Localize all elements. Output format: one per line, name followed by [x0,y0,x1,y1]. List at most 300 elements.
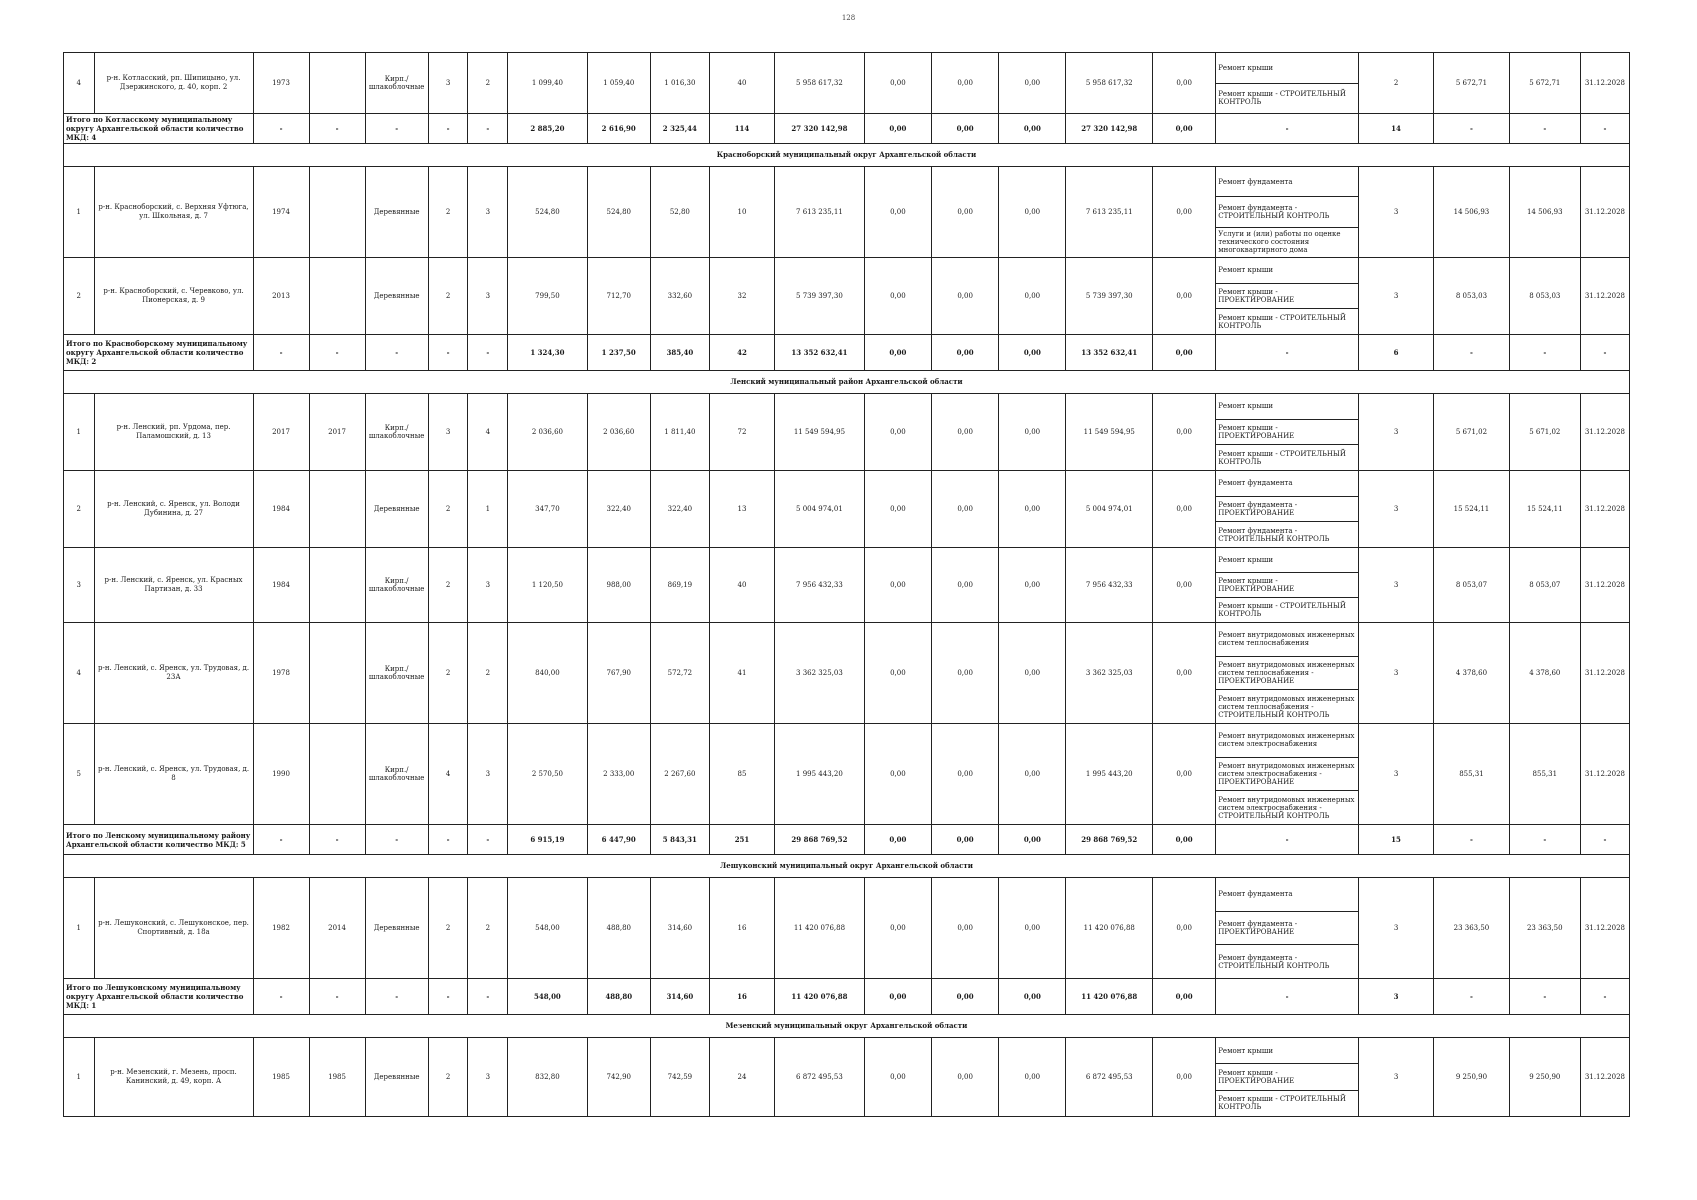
cell-year-built: 1985 [253,1038,309,1117]
work-item: Ремонт внутридомовых инженерных систем теплоснабжения - СТРОИТЕЛЬНЫЙ КОНТРОЛЬ [1218,694,1355,719]
cell-address: р-н. Мезенский, г. Мезень, просп. Канинский, д. 49, корп. А [94,1038,253,1117]
overhaul-plan-table [63,52,1630,1117]
cell-fund-owners: 3 362 325,03 [1066,623,1153,724]
cell-fund-owners: 5 958 617,32 [1066,53,1153,114]
cell-area-premises: 712,70 [587,258,650,335]
cell-fund-reg: 0,00 [932,724,999,825]
cell-floors: 2 [428,258,468,335]
dash-cell: - [1434,979,1509,1015]
cell-floors: 3 [428,53,468,114]
total-residents: 42 [709,335,774,371]
work-item: Ремонт внутридомовых инженерных систем электроснабжения [1216,724,1358,758]
cell-year-overhaul [309,258,365,335]
section-header-row [64,855,1630,878]
cell-unit-cost: 8 053,03 [1434,258,1509,335]
cell-address: р-н. Ленский, с. Яренск, ул. Трудовая, д. 8 [94,724,253,825]
cell-fund-fed: 0,00 [864,548,931,623]
dash-cell: - [309,335,365,371]
cell-area-total: 840,00 [508,623,587,724]
dash-cell: - [309,825,365,855]
total-row [64,979,1630,1015]
cell-max-unit-cost: 23 363,50 [1509,878,1580,979]
cell-max-unit-cost: 14 506,93 [1509,167,1580,258]
total-area-residential: 314,60 [650,979,709,1015]
cell-area-premises: 742,90 [587,1038,650,1117]
cell-deadline: 31.12.2028 [1580,258,1629,335]
dash-cell: - [309,979,365,1015]
dash-cell: - [1580,114,1629,144]
cell-fund-owners: 5 004 974,01 [1066,471,1153,548]
dash-cell: - [428,335,468,371]
work-item: Ремонт крыши - ПРОЕКТИРОВАНИЕ [1216,1064,1358,1090]
total-cost-total: 11 420 076,88 [775,979,865,1015]
cell-year-overhaul [309,167,365,258]
total-fund-owners: 29 868 769,52 [1066,825,1153,855]
total-fund-fed: 0,00 [864,335,931,371]
total-area-residential: 385,40 [650,335,709,371]
section-title: Лешуконский муниципальный округ Архангельской области [64,855,1630,878]
cell-cost-total: 11 420 076,88 [775,878,865,979]
cell-residents: 32 [709,258,774,335]
cell-num: 1 [64,878,95,979]
total-fund-reg: 0,00 [932,979,999,1015]
cell-fund-fed: 0,00 [864,167,931,258]
cell-address: р-н. Красноборский, с. Верхняя Уфтюга, ул. Школьная, д. 7 [94,167,253,258]
works-cell [1216,53,1359,114]
cell-fund-local: 0,00 [999,548,1066,623]
cell-deadline: 31.12.2028 [1580,167,1629,258]
cell-deadline: 31.12.2028 [1580,878,1629,979]
total-fund-owners: 27 320 142,98 [1066,114,1153,144]
cell-fund-other: 0,00 [1153,623,1216,724]
cell-unit-cost: 14 506,93 [1434,167,1509,258]
cell-entrances: 3 [468,258,508,335]
cell-floors: 2 [428,167,468,258]
work-item: Ремонт фундамента - СТРОИТЕЛЬНЫЙ КОНТРОЛЬ [1218,526,1330,543]
total-area-total: 1 324,30 [508,335,587,371]
cell-residents: 41 [709,623,774,724]
cell-work-count: 3 [1358,623,1433,724]
dash-cell: - [253,979,309,1015]
cell-fund-owners: 5 739 397,30 [1066,258,1153,335]
total-fund-owners: 11 420 076,88 [1066,979,1153,1015]
cell-fund-reg: 0,00 [932,53,999,114]
total-cost-total: 29 868 769,52 [775,825,865,855]
dash-cell: - [1580,335,1629,371]
cell-deadline: 31.12.2028 [1580,1038,1629,1117]
cell-cost-total: 1 995 443,20 [775,724,865,825]
cell-fund-other: 0,00 [1153,258,1216,335]
cell-residents: 24 [709,1038,774,1117]
cell-year-overhaul: 2014 [309,878,365,979]
cell-work-count: 3 [1358,724,1433,825]
dash-cell: - [1509,335,1580,371]
cell-deadline: 31.12.2028 [1580,623,1629,724]
works-list [1216,53,1358,113]
cell-residents: 72 [709,394,774,471]
cell-num: 5 [64,724,95,825]
cell-wall: Деревянные [365,258,428,335]
cell-fund-fed: 0,00 [864,1038,931,1117]
cell-year-built: 1984 [253,471,309,548]
works-list [1216,623,1358,723]
cell-work-count: 3 [1358,1038,1433,1117]
cell-num: 2 [64,471,95,548]
works-cell [1216,724,1359,825]
cell-fund-reg: 0,00 [932,623,999,724]
cell-unit-cost: 9 250,90 [1434,1038,1509,1117]
total-area-premises: 1 237,50 [587,335,650,371]
table-body [64,53,1630,1117]
cell-fund-other: 0,00 [1153,53,1216,114]
dash-cell: - [365,335,428,371]
work-item: Ремонт внутридомовых инженерных систем электроснабжения - ПРОЕКТИРОВАНИЕ [1216,758,1358,792]
cell-year-built: 2013 [253,258,309,335]
total-fund-fed: 0,00 [864,114,931,144]
cell-residents: 10 [709,167,774,258]
cell-floors: 2 [428,1038,468,1117]
cell-area-residential: 2 267,60 [650,724,709,825]
cell-area-premises: 524,80 [587,167,650,258]
dash-cell: - [309,114,365,144]
cell-wall: Деревянные [365,878,428,979]
cell-max-unit-cost: 855,31 [1509,724,1580,825]
dash-cell: - [1580,825,1629,855]
cell-area-total: 548,00 [508,878,587,979]
cell-fund-owners: 7 956 432,33 [1066,548,1153,623]
cell-unit-cost: 23 363,50 [1434,878,1509,979]
cell-deadline: 31.12.2028 [1580,724,1629,825]
cell-wall: Деревянные [365,471,428,548]
dash-cell: - [1580,979,1629,1015]
total-fund-local: 0,00 [999,979,1066,1015]
house-row [64,471,1630,548]
total-fund-other: 0,00 [1153,114,1216,144]
cell-cost-total: 5 958 617,32 [775,53,865,114]
dash-cell: - [365,979,428,1015]
total-area-total: 548,00 [508,979,587,1015]
cell-entrances: 3 [468,1038,508,1117]
cell-unit-cost: 15 524,11 [1434,471,1509,548]
house-row [64,1038,1630,1117]
dash-cell: - [1434,825,1509,855]
work-item: Ремонт крыши - СТРОИТЕЛЬНЫЙ КОНТРОЛЬ [1218,449,1346,466]
total-fund-other: 0,00 [1153,825,1216,855]
cell-fund-local: 0,00 [999,724,1066,825]
work-item: Ремонт фундамента - СТРОИТЕЛЬНЫЙ КОНТРОЛЬ [1216,197,1358,227]
cell-unit-cost: 855,31 [1434,724,1509,825]
work-item: Ремонт крыши [1216,258,1358,284]
work-item: Ремонт внутридомовых инженерных систем электроснабжения - СТРОИТЕЛЬНЫЙ КОНТРОЛЬ [1218,795,1355,820]
cell-residents: 40 [709,53,774,114]
total-work-count: 14 [1358,114,1433,144]
cell-residents: 85 [709,724,774,825]
dash-cell: - [428,114,468,144]
total-area-premises: 6 447,90 [587,825,650,855]
works-cell [1216,471,1359,548]
cell-fund-fed: 0,00 [864,471,931,548]
cell-floors: 2 [428,471,468,548]
cell-fund-fed: 0,00 [864,258,931,335]
cell-fund-reg: 0,00 [932,1038,999,1117]
total-area-premises: 488,80 [587,979,650,1015]
cell-work-count: 3 [1358,258,1433,335]
cell-year-overhaul: 1985 [309,1038,365,1117]
total-work-count: 15 [1358,825,1433,855]
cell-max-unit-cost: 8 053,07 [1509,548,1580,623]
cell-address: р-н. Ленский, рп. Урдома, пер. Паламошский, д. 13 [94,394,253,471]
dash-cell: - [253,114,309,144]
cell-deadline: 31.12.2028 [1580,471,1629,548]
cell-residents: 13 [709,471,774,548]
cell-unit-cost: 5 671,02 [1434,394,1509,471]
cell-fund-owners: 1 995 443,20 [1066,724,1153,825]
cell-area-total: 1 099,40 [508,53,587,114]
cell-work-count: 3 [1358,471,1433,548]
cell-fund-fed: 0,00 [864,394,931,471]
works-list [1216,471,1358,547]
dash-cell: - [1434,335,1509,371]
cell-max-unit-cost: 5 672,71 [1509,53,1580,114]
cell-address: р-н. Ленский, с. Яренск, ул. Трудовая, д. 23А [94,623,253,724]
cell-wall: Кирп./ шлакоблочные [365,394,428,471]
cell-fund-reg: 0,00 [932,548,999,623]
dash-cell: - [468,979,508,1015]
work-item: Ремонт внутридомовых инженерных систем теплоснабжения - ПРОЕКТИРОВАНИЕ [1216,657,1358,691]
dash-cell: - [1509,114,1580,144]
works-cell [1216,167,1359,258]
cell-entrances: 2 [468,878,508,979]
works-list [1216,394,1358,470]
cell-address: р-н. Красноборский, с. Черевково, ул. Пионерская, д. 9 [94,258,253,335]
total-area-premises: 2 616,90 [587,114,650,144]
cell-address: р-н. Лешуконский, с. Лешуконское, пер. Спортивный, д. 18а [94,878,253,979]
total-label: Итого по Котласскому муниципальному округу Архангельской области количество МКД: 4 [64,114,254,144]
total-row [64,114,1630,144]
works-list [1216,548,1358,622]
cell-area-total: 2 036,60 [508,394,587,471]
total-area-residential: 5 843,31 [650,825,709,855]
cell-cost-total: 6 872 495,53 [775,1038,865,1117]
works-cell [1216,394,1359,471]
cell-fund-owners: 7 613 235,11 [1066,167,1153,258]
section-header-row [64,371,1630,394]
total-residents: 251 [709,825,774,855]
cell-area-total: 832,80 [508,1038,587,1117]
dash-cell: - [468,335,508,371]
works-cell [1216,1038,1359,1117]
total-fund-reg: 0,00 [932,114,999,144]
total-area-total: 6 915,19 [508,825,587,855]
cell-area-premises: 1 059,40 [587,53,650,114]
cell-entrances: 2 [468,623,508,724]
cell-floors: 2 [428,548,468,623]
cell-fund-reg: 0,00 [932,394,999,471]
cell-deadline: 31.12.2028 [1580,53,1629,114]
page-number: 128 [841,14,856,22]
cell-area-residential: 572,72 [650,623,709,724]
total-residents: 114 [709,114,774,144]
cell-area-residential: 1 811,40 [650,394,709,471]
dash-cell: - [1434,114,1509,144]
total-fund-local: 0,00 [999,114,1066,144]
cell-max-unit-cost: 4 378,60 [1509,623,1580,724]
dash-cell: - [1216,979,1359,1015]
cell-unit-cost: 8 053,07 [1434,548,1509,623]
total-work-count: 6 [1358,335,1433,371]
cell-cost-total: 7 613 235,11 [775,167,865,258]
cell-work-count: 3 [1358,394,1433,471]
cell-fund-fed: 0,00 [864,878,931,979]
dash-cell: - [253,335,309,371]
cell-max-unit-cost: 15 524,11 [1509,471,1580,548]
cell-fund-local: 0,00 [999,394,1066,471]
total-label: Итого по Лешуконскому муниципальному округу Архангельской области количество МКД: 1 [64,979,254,1015]
work-item: Ремонт крыши - СТРОИТЕЛЬНЫЙ КОНТРОЛЬ [1218,602,1346,618]
total-area-total: 2 885,20 [508,114,587,144]
cell-year-built: 1984 [253,548,309,623]
work-item: Ремонт фундамента [1216,471,1358,497]
total-fund-owners: 13 352 632,41 [1066,335,1153,371]
works-cell [1216,258,1359,335]
cell-unit-cost: 5 672,71 [1434,53,1509,114]
cell-entrances: 3 [468,167,508,258]
cell-year-overhaul [309,471,365,548]
cell-fund-local: 0,00 [999,258,1066,335]
cell-year-overhaul [309,53,365,114]
works-list [1216,878,1358,978]
work-item: Ремонт фундамента - ПРОЕКТИРОВАНИЕ [1216,912,1358,946]
cell-year-built: 1982 [253,878,309,979]
cell-area-residential: 322,40 [650,471,709,548]
cell-unit-cost: 4 378,60 [1434,623,1509,724]
work-item: Услуги и (или) работы по оценке технического состояния многоквартирного дома [1218,230,1341,255]
cell-wall: Кирп./ шлакоблочные [365,548,428,623]
cell-area-premises: 767,90 [587,623,650,724]
cell-num: 1 [64,167,95,258]
cell-year-overhaul [309,724,365,825]
cell-year-built: 1974 [253,167,309,258]
total-label: Итого по Красноборскому муниципальному округу Архангельской области количество МКД: 2 [64,335,254,371]
house-row [64,167,1630,258]
cell-num: 1 [64,394,95,471]
cell-wall: Деревянные [365,167,428,258]
work-item: Ремонт крыши - ПРОЕКТИРОВАНИЕ [1216,284,1358,310]
total-label: Итого по Ленскому муниципальному району Архангельской области количество МКД: 5 [64,825,254,855]
cell-area-total: 799,50 [508,258,587,335]
cell-cost-total: 5 004 974,01 [775,471,865,548]
cell-cost-total: 11 549 594,95 [775,394,865,471]
dash-cell: - [468,825,508,855]
section-header-row [64,144,1630,167]
total-residents: 16 [709,979,774,1015]
cell-area-total: 1 120,50 [508,548,587,623]
cell-year-built: 1978 [253,623,309,724]
cell-entrances: 2 [468,53,508,114]
cell-fund-other: 0,00 [1153,471,1216,548]
cell-work-count: 3 [1358,167,1433,258]
cell-max-unit-cost: 8 053,03 [1509,258,1580,335]
cell-deadline: 31.12.2028 [1580,394,1629,471]
cell-wall: Деревянные [365,1038,428,1117]
work-item: Ремонт крыши [1216,394,1358,420]
work-item: Ремонт крыши - СТРОИТЕЛЬНЫЙ КОНТРОЛЬ [1218,90,1346,107]
house-row [64,258,1630,335]
cell-address: р-н. Ленский, с. Яренск, ул. Володи Дубинина, д. 27 [94,471,253,548]
works-list [1216,167,1358,257]
section-title: Мезенский муниципальный округ Архангельской области [64,1015,1630,1038]
total-fund-local: 0,00 [999,335,1066,371]
dash-cell: - [365,825,428,855]
total-fund-fed: 0,00 [864,825,931,855]
cell-year-built: 1990 [253,724,309,825]
section-title: Ленский муниципальный район Архангельской области [64,371,1630,394]
cell-fund-fed: 0,00 [864,623,931,724]
total-fund-reg: 0,00 [932,825,999,855]
total-fund-other: 0,00 [1153,335,1216,371]
cell-num: 4 [64,53,95,114]
dash-cell: - [468,114,508,144]
cell-fund-owners: 11 420 076,88 [1066,878,1153,979]
house-row [64,724,1630,825]
cell-work-count: 2 [1358,53,1433,114]
cell-fund-reg: 0,00 [932,471,999,548]
cell-wall: Кирп./ шлакоблочные [365,53,428,114]
cell-area-premises: 2 036,60 [587,394,650,471]
house-row [64,623,1630,724]
total-work-count: 3 [1358,979,1433,1015]
cell-year-overhaul [309,548,365,623]
total-row [64,335,1630,371]
work-item: Ремонт фундамента - ПРОЕКТИРОВАНИЕ [1216,497,1358,523]
cell-area-premises: 988,00 [587,548,650,623]
cell-area-premises: 2 333,00 [587,724,650,825]
dash-cell: - [253,825,309,855]
cell-num: 1 [64,1038,95,1117]
dash-cell: - [1509,979,1580,1015]
works-cell [1216,878,1359,979]
work-item: Ремонт крыши - ПРОЕКТИРОВАНИЕ [1216,420,1358,446]
cell-residents: 40 [709,548,774,623]
house-row [64,394,1630,471]
cell-entrances: 3 [468,724,508,825]
cell-area-residential: 742,59 [650,1038,709,1117]
total-area-residential: 2 325,44 [650,114,709,144]
cell-fund-local: 0,00 [999,471,1066,548]
cell-entrances: 1 [468,471,508,548]
cell-wall: Кирп./ шлакоблочные [365,724,428,825]
cell-area-premises: 488,80 [587,878,650,979]
cell-area-residential: 1 016,30 [650,53,709,114]
total-fund-local: 0,00 [999,825,1066,855]
cell-address: р-н. Котласский, рп. Шипицыно, ул. Дзержинского, д. 40, корп. 2 [94,53,253,114]
total-cost-total: 13 352 632,41 [775,335,865,371]
cell-fund-fed: 0,00 [864,53,931,114]
work-item: Ремонт крыши - ПРОЕКТИРОВАНИЕ [1216,573,1358,598]
cell-fund-other: 0,00 [1153,167,1216,258]
cell-area-residential: 314,60 [650,878,709,979]
cell-area-residential: 52,80 [650,167,709,258]
works-cell [1216,623,1359,724]
dash-cell: - [1216,114,1359,144]
work-item: Ремонт крыши - СТРОИТЕЛЬНЫЙ КОНТРОЛЬ [1218,1095,1346,1112]
cell-num: 3 [64,548,95,623]
cell-fund-owners: 11 549 594,95 [1066,394,1153,471]
cell-fund-local: 0,00 [999,1038,1066,1117]
cell-area-premises: 322,40 [587,471,650,548]
cell-area-total: 347,70 [508,471,587,548]
dash-cell: - [428,979,468,1015]
